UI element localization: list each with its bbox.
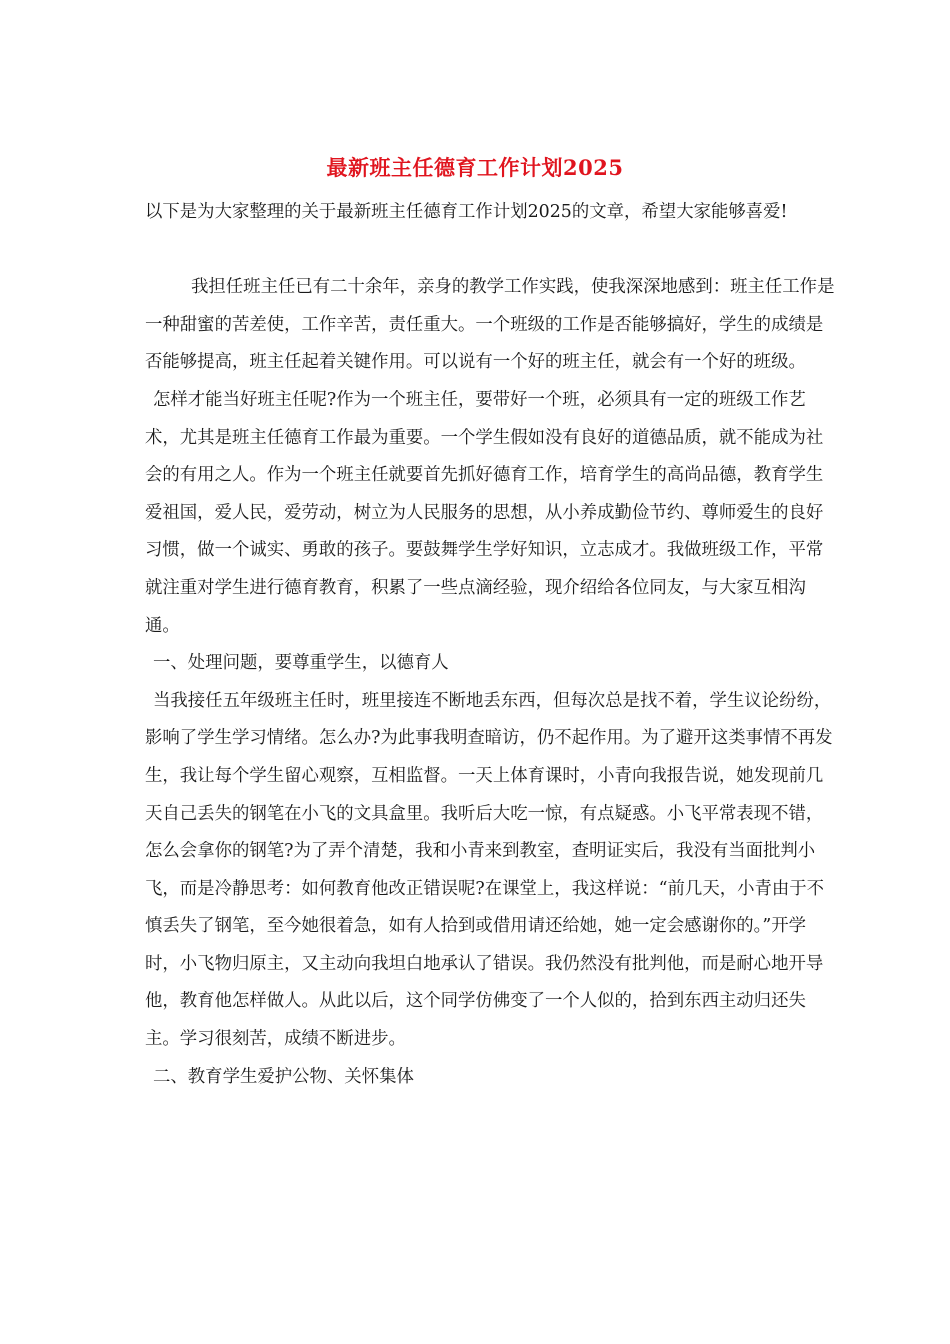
intro-paragraph: 以下是为大家整理的关于最新班主任德育工作计划2025的文章，希望大家能够喜爱! (145, 202, 788, 222)
document-body (145, 194, 835, 1096)
paragraph-2: 怎样才能当好班主任呢?作为一个班主任，要带好一个班，必须具有一定的班级工作艺术，尤其是班主任德育工作最为重要。一个学生假如没有良好的道德品质，就不能成为社会的有用之人。作为一个班主任就要首先抓好德育工作，培育学生的高尚品德，教育学生爱祖国，爱人民，爱劳动，树立为人民服务的思想，从小养成勤俭节约、尊师爱生的良好习惯，做一个诚实、勇敢的孩子。要鼓舞学生学好知识，立志成才。我做班级工作，平常就注重对学生进行德育教育，积累了一些点滴经验，现介绍给各位同友，与大家互相沟通。 (145, 389, 824, 636)
paragraph-3: 当我接任五年级班主任时，班里接连不断地丢东西，但每次总是找不着，学生议论纷纷，影响了学生学习情绪。怎么办?为此事我明查暗访，仍不起作用。为了避开这类事情不再发生，我让每个学生留心观察，互相监督。一天上体育课时，小青向我报告说，她发现前几天自己丢失的钢笔在小飞的文具盒里。我听后大吃一惊，有点疑惑。小飞平常表现不错，怎么会拿你的钢笔?为了弄个清楚，我和小青来到教室，查明证实后，我没有当面批判小飞，而是冷静思考：如何教育他改正错误呢?在课堂上，我这样说：“前几天，小青由于不慎丢失了钢笔，至今她很着急，如有人拾到或借用请还给她，她一定会感谢你的。”开学时，小飞物归原主，又主动向我坦白地承认了错误。我仍然没有批判他，而是耐心地开导他，教育他怎样做人。从此以后，这个同学仿佛变了一个人似的，拾到东西主动归还失主。学习很刻苦，成绩不断进步。 (145, 690, 833, 1050)
section-heading-2: 二、教育学生爱护公物、关怀集体 (153, 1066, 414, 1087)
paragraph-1: 我担任班主任已有二十余年，亲身的教学工作实践，使我深深地感到：班主任工作是一种甜蜜的苦差使，工作辛苦，责任重大。一个班级的工作是否能够搞好，学生的成绩是否能够提高，班主任起着关键作用。可以说有一个好的班主任，就会有一个好的班级。 (145, 277, 835, 373)
section-heading-1: 一、处理问题，要尊重学生，以德育人 (153, 653, 449, 674)
document-title: 最新班主任德育工作计划2025 (326, 155, 624, 180)
